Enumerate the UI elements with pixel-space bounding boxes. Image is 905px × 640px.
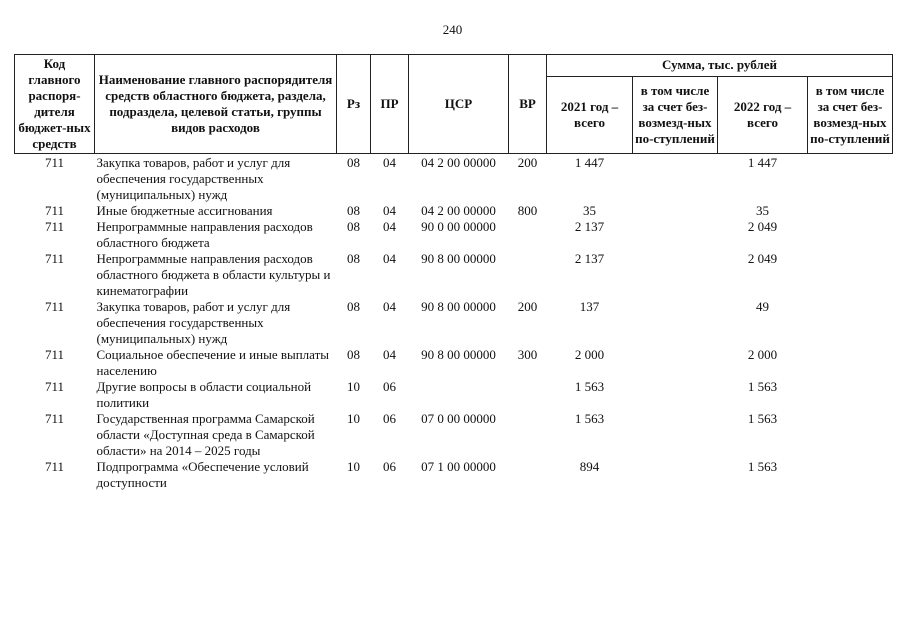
cell-sum-2021: 894 [579,459,600,474]
cell-free-2022 [808,459,893,491]
cell-code: 711 [44,459,65,474]
cell-rz: 08 [347,251,360,266]
cell-csr: 04 2 00 00000 [421,203,496,218]
cell-name: Закупка товаров, работ и услуг для обеспечения государственных (муниципальных) нужд [96,299,291,346]
cell-sum-2022: 2 049 [747,219,778,234]
table-row [15,379,893,411]
cell-name: Другие вопросы в области социальной политики [96,379,312,410]
cell-sum-2021: 137 [579,299,600,314]
cell-name: Иные бюджетные ассигнования [96,203,273,218]
cell-code: 711 [44,299,65,314]
header-sum: Сумма, тыс. рублей [547,55,893,77]
table-row [15,347,893,379]
cell-code: 711 [44,155,65,170]
table-row [15,411,893,459]
cell-sum-2021: 2 000 [574,347,605,362]
cell-sum-2021: 1 563 [574,379,605,394]
cell-free-2021 [633,203,718,219]
cell-vr [509,251,547,299]
cell-vr [509,459,547,491]
header-2022-free: в том числе за счет без-возмезд-ных по-ступлений [808,76,893,153]
cell-sum-2021: 35 [583,203,596,218]
header-csr: ЦСР [409,55,509,154]
cell-free-2022 [808,219,893,251]
cell-name: Непрограммные направления расходов областного бюджета [96,219,313,250]
cell-sum-2022: 2 000 [747,347,778,362]
cell-code: 711 [44,219,65,234]
budget-table [14,54,893,491]
cell-csr: 07 0 00 00000 [421,411,496,426]
cell-pr: 04 [383,203,396,218]
cell-vr: 200 [517,155,538,170]
cell-sum-2022: 1 563 [747,379,778,394]
header-code: Код главного распоря-дителя бюджет-ных средств [15,55,95,154]
cell-rz: 10 [347,379,360,394]
cell-free-2021 [633,299,718,347]
cell-pr: 04 [383,251,396,266]
cell-rz: 10 [347,411,360,426]
cell-pr: 06 [383,379,396,394]
cell-sum-2021: 2 137 [574,219,605,234]
cell-name: Подпрограмма «Обеспечение условий доступности [96,459,309,490]
table-row [15,299,893,347]
cell-rz: 10 [347,459,360,474]
cell-free-2022 [808,203,893,219]
cell-free-2021 [633,411,718,459]
cell-sum-2021: 1 563 [574,411,605,426]
cell-name: Государственная программа Самарской области «Доступная среда в Самарской области» на 2014 – 2025 годы [96,411,315,458]
cell-sum-2022: 1 563 [747,459,778,474]
cell-code: 711 [44,411,65,426]
cell-free-2021 [633,154,718,204]
cell-vr [509,411,547,459]
header-pr: ПР [371,55,409,154]
cell-pr: 06 [383,411,396,426]
cell-pr: 04 [383,347,396,362]
cell-rz: 08 [347,203,360,218]
cell-csr [409,379,509,411]
cell-free-2021 [633,251,718,299]
cell-free-2022 [808,299,893,347]
cell-pr: 04 [383,155,396,170]
header-name: Наименование главного распорядителя средств областного бюджета, раздела, подраздела, целевой статьи, группы видов расходов [95,55,337,154]
table-header [15,55,893,154]
header-2022-total: 2022 год – всего [718,76,808,153]
cell-vr [509,379,547,411]
cell-sum-2021: 1 447 [574,155,605,170]
cell-pr: 04 [383,299,396,314]
cell-name: Социальное обеспечение и иные выплаты населению [96,347,330,378]
cell-code: 711 [44,203,65,218]
cell-rz: 08 [347,299,360,314]
cell-free-2021 [633,379,718,411]
cell-csr: 90 8 00 00000 [421,299,496,314]
cell-vr: 200 [517,299,538,314]
table-row [15,459,893,491]
cell-pr: 04 [383,219,396,234]
cell-rz: 08 [347,347,360,362]
table-row [15,219,893,251]
cell-sum-2022: 1 447 [747,155,778,170]
cell-csr: 90 8 00 00000 [421,347,496,362]
cell-pr: 06 [383,459,396,474]
header-vr: ВР [509,55,547,154]
header-rz: Рз [337,55,371,154]
cell-free-2022 [808,251,893,299]
header-2021-free: в том числе за счет без-возмезд-ных по-ступлений [633,76,718,153]
table-row [15,251,893,299]
cell-vr: 300 [517,347,538,362]
cell-sum-2022: 49 [756,299,769,314]
cell-vr: 800 [517,203,538,218]
cell-code: 711 [44,379,65,394]
cell-csr: 90 8 00 00000 [421,251,496,266]
header-2021-total: 2021 год – всего [547,76,633,153]
cell-free-2021 [633,347,718,379]
cell-rz: 08 [347,155,360,170]
cell-free-2022 [808,379,893,411]
cell-code: 711 [44,347,65,362]
table-row [15,203,893,219]
cell-free-2022 [808,154,893,204]
cell-name: Закупка товаров, работ и услуг для обеспечения государственных (муниципальных) нужд [96,155,291,202]
cell-free-2021 [633,459,718,491]
cell-sum-2022: 2 049 [747,251,778,266]
cell-csr: 07 1 00 00000 [421,459,496,474]
cell-csr: 04 2 00 00000 [421,155,496,170]
cell-code: 711 [44,251,65,266]
cell-rz: 08 [347,219,360,234]
cell-sum-2022: 1 563 [747,411,778,426]
cell-free-2021 [633,219,718,251]
table-body [15,154,893,492]
cell-free-2022 [808,347,893,379]
cell-free-2022 [808,411,893,459]
cell-sum-2022: 35 [756,203,769,218]
cell-name: Непрограммные направления расходов областного бюджета в области культуры и кинематографии [96,251,331,298]
cell-vr [509,219,547,251]
cell-csr: 90 0 00 00000 [421,219,496,234]
cell-sum-2021: 2 137 [574,251,605,266]
table-row [15,154,893,204]
page-number: 240 [442,22,463,37]
